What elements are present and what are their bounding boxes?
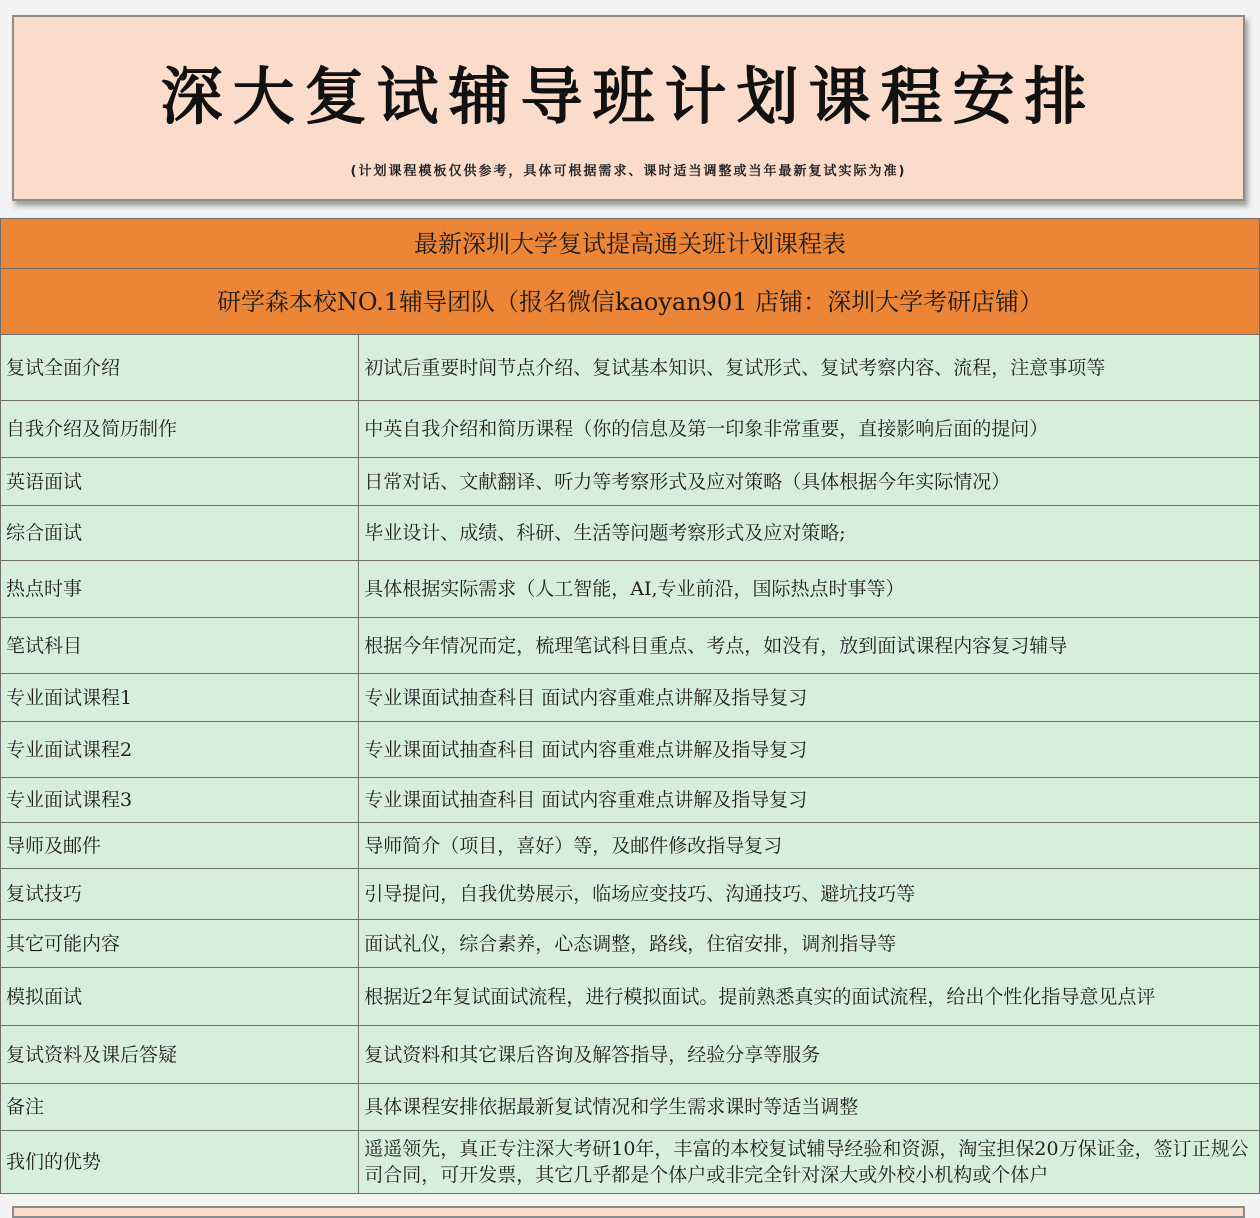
course-content: 复试资料和其它课后咨询及解答指导，经验分享等服务 [359, 1026, 1260, 1084]
header-banner [12, 15, 1245, 201]
team-info-row [1, 269, 1260, 335]
course-item: 我们的优势 [1, 1131, 359, 1194]
course-item: 复试技巧 [1, 869, 359, 920]
table-row [1, 506, 1260, 561]
course-content: 日常对话、文献翻译、听力等考察形式及应对策略（具体根据今年实际情况） [359, 458, 1260, 506]
table-row [1, 335, 1260, 401]
table-row [1, 1026, 1260, 1084]
course-content: 具体根据实际需求（人工智能，AI,专业前沿，国际热点时事等） [359, 561, 1260, 618]
table-row [1, 722, 1260, 778]
course-item: 专业面试课程3 [1, 778, 359, 823]
course-item: 英语面试 [1, 458, 359, 506]
page-subtitle: (计划课程模板仅供参考，具体可根据需求、课时适当调整或当年最新复试实际为准) [350, 164, 907, 179]
course-item: 综合面试 [1, 506, 359, 561]
team-info: 研学森本校NO.1辅导团队（报名微信kaoyan901 店铺：深圳大学考研店铺） [1, 269, 1260, 335]
bottom-banner-edge [12, 1206, 1245, 1218]
course-item: 自我介绍及简历制作 [1, 401, 359, 458]
table-row [1, 561, 1260, 618]
table-heading-row [1, 219, 1260, 269]
table-row [1, 1131, 1260, 1194]
table-row [1, 401, 1260, 458]
table-row [1, 778, 1260, 823]
page-title: 深大复试辅导班计划课程安排 [160, 60, 1097, 133]
table-row [1, 674, 1260, 722]
course-content: 中英自我介绍和简历课程（你的信息及第一印象非常重要，直接影响后面的提问） [359, 401, 1260, 458]
course-content: 引导提问，自我优势展示，临场应变技巧、沟通技巧、避坑技巧等 [359, 869, 1260, 920]
course-content: 遥遥领先，真正专注深大考研10年，丰富的本校复试辅导经验和资源，淘宝担保20万保证金，签订正规公司合同，可开发票，其它几乎都是个体户或非完全针对深大或外校小机构或个体户 [359, 1131, 1260, 1194]
course-content: 毕业设计、成绩、科研、生活等问题考察形式及应对策略; [359, 506, 1260, 561]
table-heading: 最新深圳大学复试提高通关班计划课程表 [1, 219, 1260, 269]
course-item: 专业面试课程1 [1, 674, 359, 722]
course-content: 专业课面试抽查科目 面试内容重难点讲解及指导复习 [359, 778, 1260, 823]
course-content: 专业课面试抽查科目 面试内容重难点讲解及指导复习 [359, 722, 1260, 778]
course-content: 根据今年情况而定，梳理笔试科目重点、考点，如没有，放到面试课程内容复习辅导 [359, 618, 1260, 674]
course-item: 热点时事 [1, 561, 359, 618]
course-item: 导师及邮件 [1, 823, 359, 869]
course-content: 导师简介（项目，喜好）等，及邮件修改指导复习 [359, 823, 1260, 869]
course-item: 复试全面介绍 [1, 335, 359, 401]
course-item: 备注 [1, 1084, 359, 1131]
course-item: 其它可能内容 [1, 920, 359, 968]
course-schedule-table [0, 218, 1260, 1194]
table-row [1, 968, 1260, 1026]
course-content: 根据近2年复试面试流程，进行模拟面试。提前熟悉真实的面试流程，给出个性化指导意见点评 [359, 968, 1260, 1026]
course-content: 具体课程安排依据最新复试情况和学生需求课时等适当调整 [359, 1084, 1260, 1131]
table-row [1, 920, 1260, 968]
table-row [1, 869, 1260, 920]
course-item: 专业面试课程2 [1, 722, 359, 778]
course-content: 初试后重要时间节点介绍、复试基本知识、复试形式、复试考察内容、流程，注意事项等 [359, 335, 1260, 401]
course-content: 面试礼仪，综合素养，心态调整，路线，住宿安排，调剂指导等 [359, 920, 1260, 968]
table-row [1, 823, 1260, 869]
table-row [1, 1084, 1260, 1131]
course-item: 笔试科目 [1, 618, 359, 674]
course-item: 模拟面试 [1, 968, 359, 1026]
table-row [1, 458, 1260, 506]
table-row [1, 618, 1260, 674]
course-content: 专业课面试抽查科目 面试内容重难点讲解及指导复习 [359, 674, 1260, 722]
course-item: 复试资料及课后答疑 [1, 1026, 359, 1084]
